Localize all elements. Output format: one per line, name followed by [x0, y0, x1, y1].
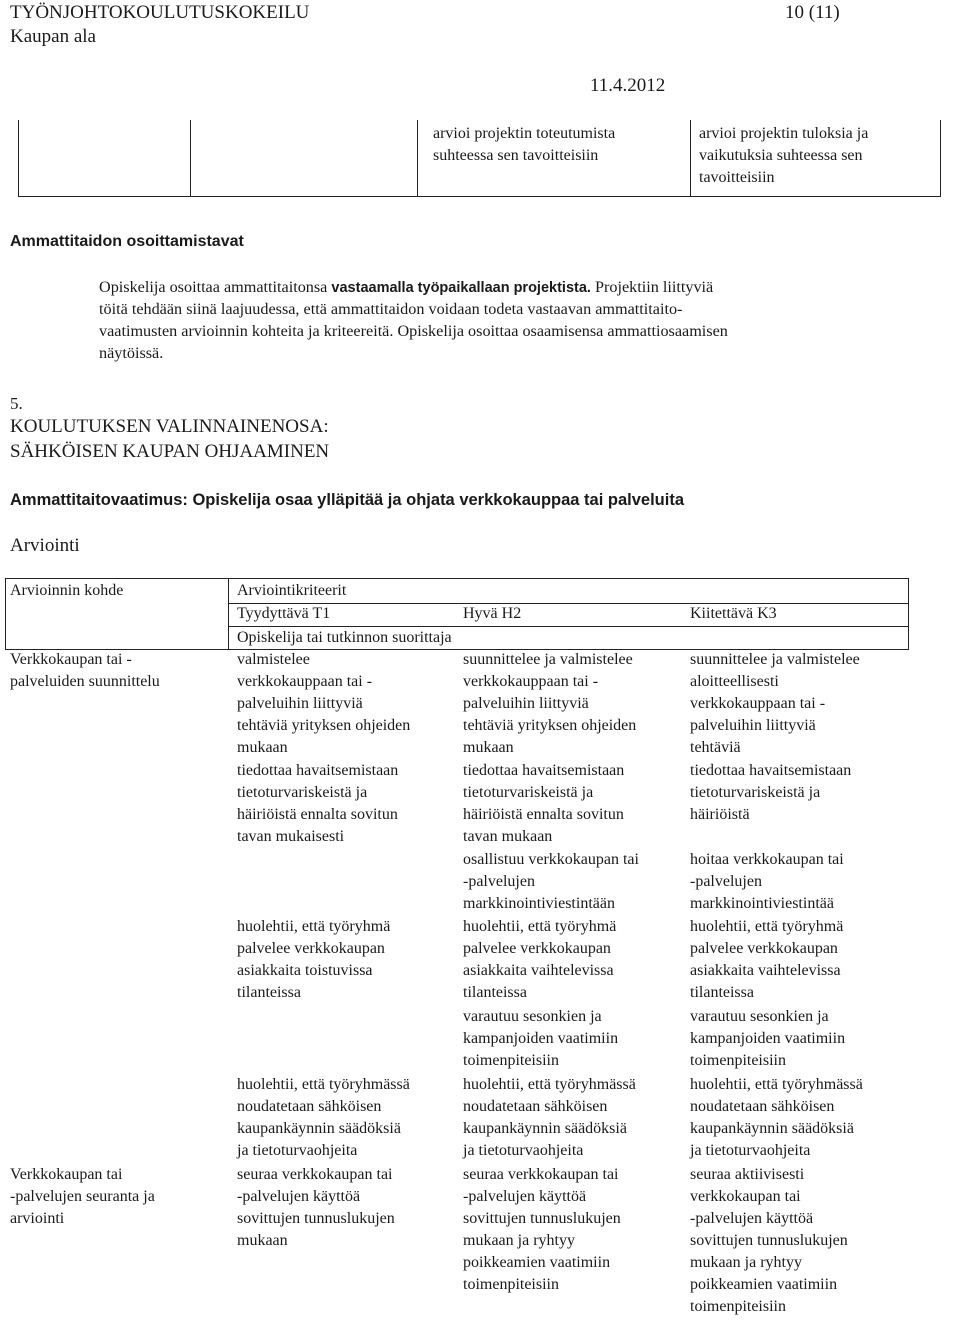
paragraph-text: Opiskelija osoittaa ammattitaitonsa [99, 278, 332, 296]
criteria-text: palveluihin liittyviä [237, 695, 363, 712]
criteria-text: ja tietoturvaohjeita [463, 1142, 584, 1159]
criteria-text: sovittujen tunnuslukujen [463, 1210, 621, 1227]
criteria-text: -palvelujen käyttöä [237, 1188, 361, 1205]
paragraph-line: vaatimusten arvioinnin kohteita ja kriteereitä. Opiskelija osoittaa osaamisensa ammattiosaamisen [99, 322, 728, 340]
criteria-text: huolehtii, että työryhmä [690, 918, 844, 935]
criteria-text: toimenpiteisiin [463, 1276, 559, 1293]
criteria-text: kaupankäynnin säädöksiä [690, 1120, 854, 1137]
criteria-text: häiriöistä [690, 806, 750, 823]
criteria-text: -palvelujen [690, 873, 762, 890]
criteria-text: huolehtii, että työryhmä [463, 918, 617, 935]
table-cell: vaikutuksia suhteessa sen [699, 147, 863, 164]
level-header-h2: Hyvä H2 [463, 605, 522, 622]
criteria-text: tilanteissa [690, 984, 754, 1001]
table-border [417, 120, 418, 197]
criteria-text: mukaan [463, 739, 514, 756]
criteria-text: tiedottaa havaitsemistaan [690, 762, 852, 779]
criteria-text: aloitteellisesti [690, 673, 779, 690]
criteria-text: asiakkaita toistuvissa [237, 962, 373, 979]
criteria-text: tietoturvariskeistä ja [237, 784, 368, 801]
assessment-target: Verkkokaupan tai - [10, 651, 132, 668]
criteria-text: palveluihin liittyviä [690, 717, 816, 734]
criteria-text: häiriöistä ennalta sovitun [237, 806, 398, 823]
assessment-target: arviointi [10, 1210, 65, 1227]
table-border [18, 196, 941, 197]
table-border [690, 120, 691, 197]
assessment-target: Verkkokaupan tai [10, 1166, 123, 1183]
criteria-text: palvelee verkkokaupan [690, 940, 838, 957]
criteria-text: palvelee verkkokaupan [237, 940, 385, 957]
criteria-text: palveluihin liittyviä [463, 695, 589, 712]
criteria-text: noudatetaan sähköisen [237, 1098, 382, 1115]
table-border [908, 578, 909, 650]
criteria-text: poikkeamien vaatimiin [690, 1276, 838, 1293]
criteria-text: ja tietoturvaohjeita [237, 1142, 358, 1159]
table-border [190, 120, 191, 197]
criteria-text: kampanjoiden vaatimiin [463, 1030, 619, 1047]
criteria-text: suunnittelee ja valmistelee [463, 651, 633, 668]
criteria-text: noudatetaan sähköisen [463, 1098, 608, 1115]
skill-requirement: Ammattitaitovaatimus: Opiskelija osaa ylläpitää ja ohjata verkkokauppaa tai palveluita [10, 491, 685, 509]
section-heading: Ammattitaidon osoittamistavat [10, 233, 244, 250]
criteria-text: sovittujen tunnuslukujen [690, 1232, 848, 1249]
criteria-text: verkkokauppaan tai - [237, 673, 373, 690]
section-number: 5. [10, 394, 23, 413]
criteria-text: tehtäviä yrityksen ohjeiden [463, 717, 637, 734]
criteria-text: tavan mukaan [463, 828, 553, 845]
criteria-text: varautuu sesonkien ja [690, 1008, 829, 1025]
criteria-text: varautuu sesonkien ja [463, 1008, 602, 1025]
document-subtitle: Kaupan ala [10, 26, 96, 47]
criteria-text: verkkokauppaan tai - [690, 695, 826, 712]
paragraph-line: töitä tehdään siinä laajuudessa, että ammattitaidon voidaan todeta vastaavan ammattitaito- [99, 300, 683, 318]
criteria-text: tehtäviä [690, 739, 741, 756]
table-cell: arvioi projektin toteutumista [433, 125, 616, 142]
criteria-text: huolehtii, että työryhmässä [463, 1076, 636, 1093]
page-number: 10 (11) [785, 2, 840, 23]
criteria-text: tietoturvariskeistä ja [463, 784, 594, 801]
criteria-text: verkkokauppaan tai - [463, 673, 599, 690]
criteria-text: tiedottaa havaitsemistaan [237, 762, 399, 779]
criteria-text: huolehtii, että työryhmä [237, 918, 391, 935]
criteria-text: kaupankäynnin säädöksiä [237, 1120, 401, 1137]
criteria-text: -palvelujen käyttöä [463, 1188, 587, 1205]
criteria-intro: Opiskelija tai tutkinnon suorittaja [237, 629, 452, 646]
criteria-text: tavan mukaisesti [237, 828, 345, 845]
criteria-text: toimenpiteisiin [463, 1052, 559, 1069]
criteria-text: suunnittelee ja valmistelee [690, 651, 860, 668]
criteria-text: kaupankäynnin säädöksiä [463, 1120, 627, 1137]
document-title: TYÖNJOHTOKOULUTUSKOKEILU [10, 2, 310, 23]
criteria-text: tiedottaa havaitsemistaan [463, 762, 625, 779]
criteria-text: tilanteissa [237, 984, 301, 1001]
criteria-text: tehtäviä yrityksen ohjeiden [237, 717, 411, 734]
criteria-text: toimenpiteisiin [690, 1298, 786, 1315]
criteria-text: tilanteissa [463, 984, 527, 1001]
table-border [5, 578, 909, 579]
paragraph-text: Projektiin liittyviä [590, 278, 714, 296]
paragraph-emphasis: vastaamalla työpaikallaan projektista. [331, 280, 591, 296]
paragraph-line [99, 276, 713, 299]
column-header-criteria: Arviointikriteerit [237, 582, 347, 599]
criteria-text: sovittujen tunnuslukujen [237, 1210, 395, 1227]
assessment-target: -palvelujen seuranta ja [10, 1188, 155, 1205]
criteria-text: mukaan [237, 739, 288, 756]
criteria-text: hoitaa verkkokaupan tai [690, 851, 844, 868]
section-title: SÄHKÖISEN KAUPAN OHJAAMINEN [10, 441, 330, 462]
criteria-text: osallistuu verkkokaupan tai [463, 851, 639, 868]
table-border [18, 120, 19, 197]
criteria-text: -palvelujen [463, 873, 535, 890]
paragraph-line: näytöissä. [99, 344, 164, 362]
criteria-text: noudatetaan sähköisen [690, 1098, 835, 1115]
criteria-text: seuraa verkkokaupan tai [237, 1166, 393, 1183]
criteria-text: poikkeamien vaatimiin [463, 1254, 611, 1271]
criteria-text: huolehtii, että työryhmässä [690, 1076, 863, 1093]
criteria-text: asiakkaita vaihtelevissa [463, 962, 614, 979]
criteria-text: toimenpiteisiin [690, 1052, 786, 1069]
criteria-text: verkkokaupan tai [690, 1188, 801, 1205]
table-border [940, 120, 941, 197]
table-border [228, 578, 229, 650]
document-date: 11.4.2012 [590, 75, 666, 96]
assessment-target: palveluiden suunnittelu [10, 673, 160, 690]
table-border [5, 578, 6, 650]
criteria-text: -palvelujen käyttöä [690, 1210, 814, 1227]
criteria-text: häiriöistä ennalta sovitun [463, 806, 624, 823]
criteria-text: kampanjoiden vaatimiin [690, 1030, 846, 1047]
criteria-text: asiakkaita vaihtelevissa [690, 962, 841, 979]
level-header-t1: Tyydyttävä T1 [237, 605, 331, 622]
criteria-text: tietoturvariskeistä ja [690, 784, 821, 801]
criteria-text: palvelee verkkokaupan [463, 940, 611, 957]
criteria-text: seuraa verkkokaupan tai [463, 1166, 619, 1183]
level-header-k3: Kiitettävä K3 [690, 605, 777, 622]
criteria-text: mukaan ja ryhtyy [690, 1254, 802, 1271]
criteria-text: mukaan [237, 1232, 288, 1249]
criteria-text: seuraa aktiivisesti [690, 1166, 805, 1183]
table-cell: suhteessa sen tavoitteisiin [433, 147, 599, 164]
assessment-heading: Arviointi [10, 535, 80, 556]
criteria-text: valmistelee [237, 651, 310, 668]
table-cell: tavoitteisiin [699, 169, 775, 186]
criteria-text: markkinointiviestintää [690, 895, 834, 912]
column-header-target: Arvioinnin kohde [10, 582, 124, 599]
criteria-text: mukaan ja ryhtyy [463, 1232, 575, 1249]
table-cell: arvioi projektin tuloksia ja [699, 125, 869, 142]
section-title: KOULUTUKSEN VALINNAINENOSA: [10, 416, 329, 437]
criteria-text: huolehtii, että työryhmässä [237, 1076, 410, 1093]
criteria-text: markkinointiviestintään [463, 895, 615, 912]
criteria-text: ja tietoturvaohjeita [690, 1142, 811, 1159]
